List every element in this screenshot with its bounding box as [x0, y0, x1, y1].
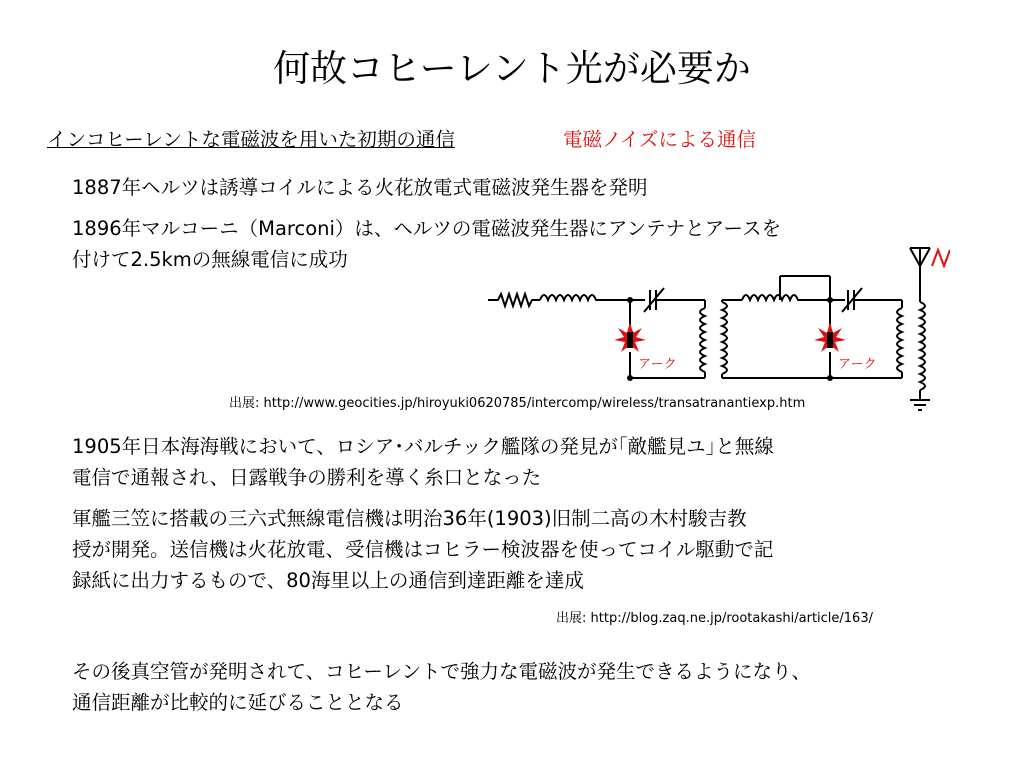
paragraph-vacuum-tube-line-2: 通信距離が比較的に延びることとなる — [72, 691, 404, 714]
paragraph-mikasa-line-2: 授が開発。送信機は火花放電、受信機はコヒラー検波器を使ってコイル駆動で記 — [72, 538, 774, 561]
paragraph-mikasa-line-1: 軍艦三笠に搭載の三六式無線電信機は明治36年(1903)旧制二高の木村駿吉教 — [72, 507, 747, 530]
paragraph-hertz-line: 1887年ヘルツは誘導コイルによる火花放電式電磁波発生器を発明 — [72, 176, 648, 199]
paragraph-mikasa — [72, 503, 773, 596]
paragraph-marconi-line-2: 付けて2.5kmの無線電信に成功 — [72, 248, 348, 271]
transformer-1-primary — [700, 308, 705, 372]
paragraph-hertz — [72, 172, 648, 203]
paragraph-tsushima-line-2: 電信で通報され、日露戦争の勝利を導く糸口となった — [72, 466, 542, 489]
slide-title: 何故コヒーレント光が必要か — [273, 47, 751, 90]
transformer-1-secondary — [722, 302, 727, 374]
inductor-right-symbol — [742, 295, 810, 300]
spark-gap-1 — [614, 322, 646, 352]
arc-label-1: アーク — [638, 357, 677, 372]
spark-transmitter-circuit-diagram — [480, 240, 950, 415]
paragraph-tsushima — [72, 431, 774, 493]
resistor-symbol — [488, 294, 540, 306]
paragraph-vacuum-tube-line-1: その後真空管が発明されて、コヒーレントで強力な電磁波が発生できるようになり、 — [72, 660, 811, 683]
subheading-noise-communication: 電磁ノイズによる通信 — [563, 128, 757, 151]
paragraph-vacuum-tube — [72, 656, 811, 718]
ground-symbol — [910, 400, 930, 410]
radio-wave-icon — [932, 250, 950, 266]
arc-label-2: アーク — [838, 357, 877, 372]
paragraph-mikasa-line-3: 録紙に出力するもので、80海里以上の通信到達距離を達成 — [72, 569, 584, 592]
transformer-2-secondary — [920, 302, 925, 390]
transformer-2-primary — [897, 308, 902, 372]
source-citation-geocities: 出展: http://www.geocities.jp/hiroyuki0620785/intercomp/wireless/transatranantiexp.htm — [229, 396, 806, 411]
spark-gap-2 — [814, 322, 846, 352]
paragraph-marconi-line-1: 1896年マルコーニ（Marconi）は、ヘルツの電磁波発生器にアンテナとアースを — [72, 217, 782, 240]
source-citation-zaq: 出展: http://blog.zaq.ne.jp/rootakashi/article/163/ — [556, 611, 873, 626]
subheading-incoherent-communication: インコヒーレントな電磁波を用いた初期の通信 — [47, 128, 455, 151]
paragraph-tsushima-line-1: 1905年日本海海戦において、ロシア･バルチック艦隊の発見が｢敵艦見ユ｣と無線 — [72, 435, 774, 458]
